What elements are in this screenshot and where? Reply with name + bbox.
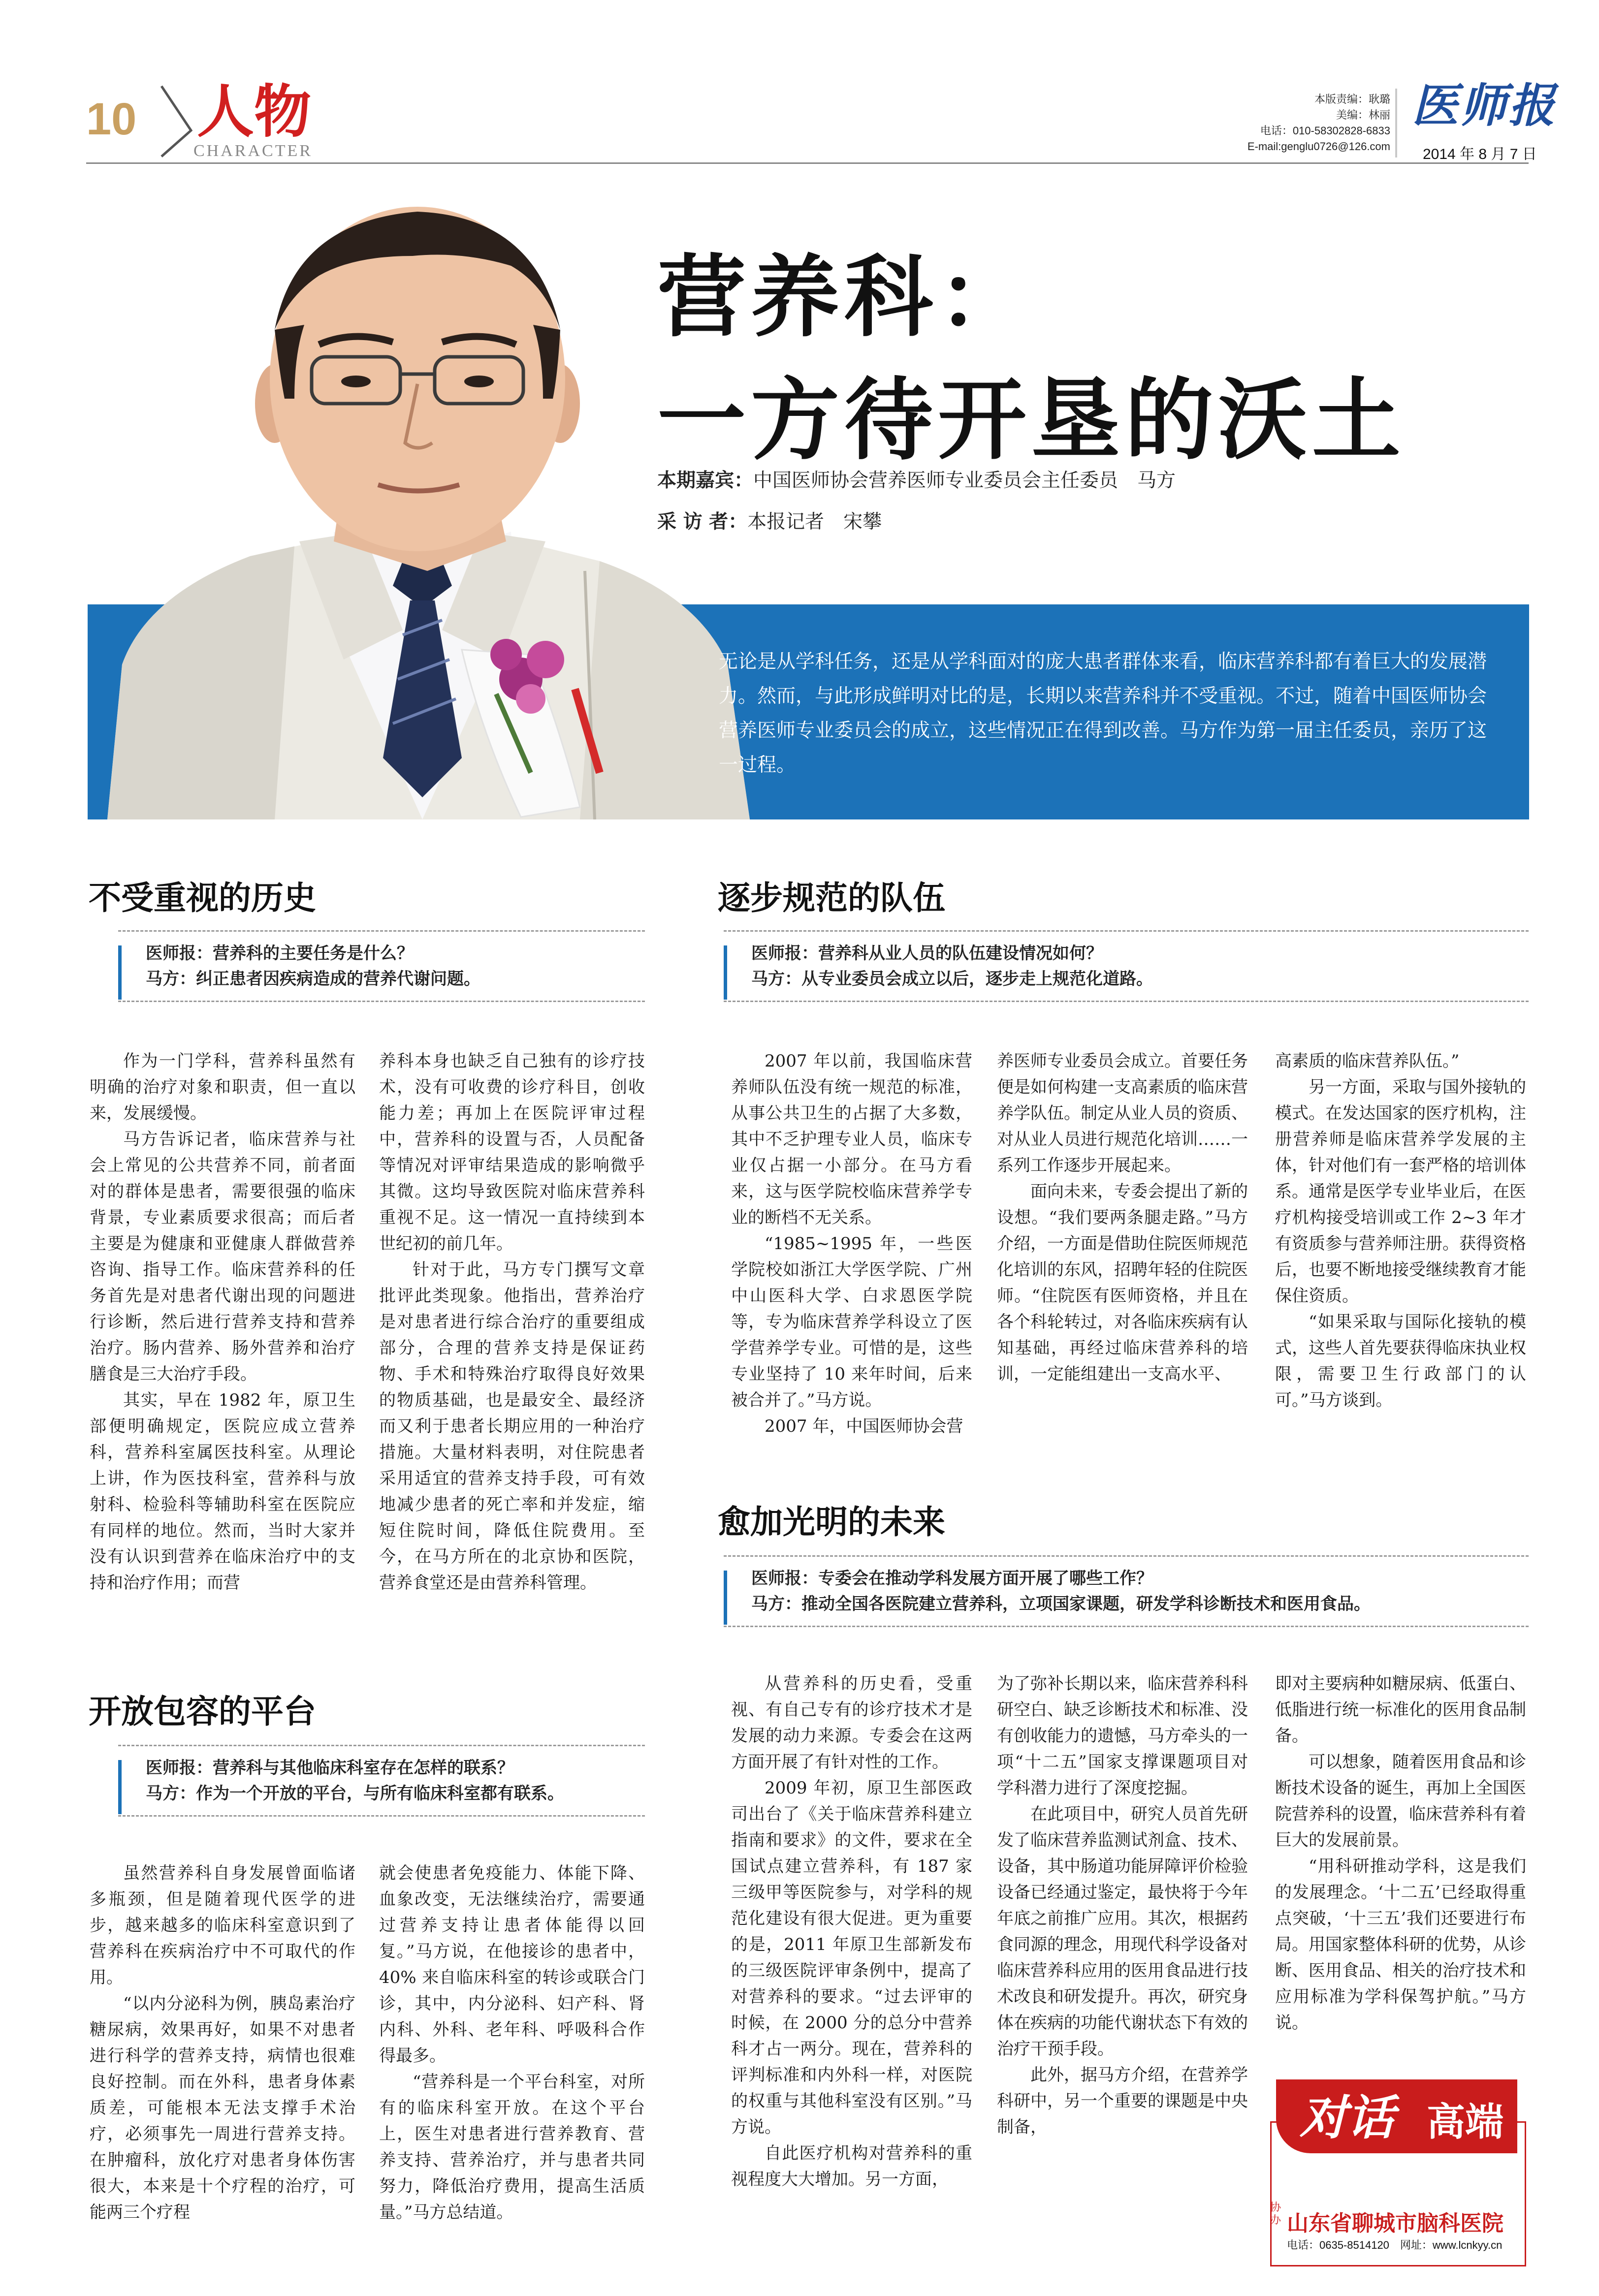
paragraph: 2007 年以前，我国临床营养师队伍没有统一规范的标准，从事公共卫生的占据了大多数，其中不乏护理专业人员，临床专业仅占据一小部分。在马方看来，这与医学院校临床营养学专业的断档不无关系。 <box>731 1051 972 1227</box>
section2-column1 <box>731 1048 972 1472</box>
section4-answer: 马方：作为一个开放的平台，与所有临床科室都有联系。 <box>146 1784 564 1803</box>
section1-heading: 不受重视的历史 <box>89 879 316 917</box>
interviewer-value: 本报记者 宋攀 <box>747 511 882 533</box>
ad-contact: 电话：0635-8514120 网址：www.lcnkyy.cn <box>1287 2239 1503 2251</box>
article-byline <box>657 460 1176 543</box>
article-title <box>657 236 1406 482</box>
section2-column2 <box>997 1048 1248 1472</box>
section4-question: 医师报：营养科与其他临床科室存在怎样的联系？ <box>146 1758 514 1778</box>
paragraph: 为了弥补长期以来，临床营养科科研空白、缺乏诊断技术和标准、没有创收能力的遗憾，马方牵头的一项“十二五”国家支撑课题项目对学科潜力进行了深度挖掘。 <box>997 1674 1248 1798</box>
section3-question: 医师报：专委会在推动学科发展方面开展了哪些工作？ <box>751 1569 1153 1588</box>
art-editor-line: 美编：林丽 <box>1336 109 1390 121</box>
paragraph: “1985~1995 年，一些医学院校如浙江大学医学院、广州中山医科大学、白求恩医学院等，专为临床营养学科设立了医学营养学专业。可惜的是，这些专业坚持了 10 来年时间，后来被合并了。”马方说。 <box>731 1234 972 1410</box>
paragraph: 养科本身也缺乏自己独有的诊疗技术，没有可收费的诊疗科目，创收能力差；再加上在医院评审过程中，营养科的设置与否，人员配备等情况对评审结果造成的影响微乎其微。这均导致医院对临床营养科重视不足。这一情况一直持续到本世纪初的前几年。 <box>379 1051 645 1254</box>
section1-qa <box>118 930 645 1002</box>
section4-heading: 开放包容的平台 <box>89 1693 316 1730</box>
paragraph: “如果采取与国际化接轨的模式，这些人首先要获得临床执业权限，需要卫生行政部门的认可。”马方谈到。 <box>1275 1312 1526 1410</box>
ad-title-right: 高端 <box>1427 2100 1504 2144</box>
editor-line: 本版责编：耿璐 <box>1314 93 1390 105</box>
paragraph: 即对主要病种如糖尿病、低蛋白、低脂进行统一标准化的医用食品制备。 <box>1275 1674 1526 1746</box>
section2-heading: 逐步规范的队伍 <box>718 879 945 917</box>
section3-answer: 马方：推动全国各医院建立营养科，立项国家课题，研发学科诊断技术和医用食品。 <box>751 1594 1371 1614</box>
section-title: 人物 <box>197 79 311 145</box>
guest-line <box>657 460 1176 502</box>
section-subtitle: CHARACTER <box>193 142 313 160</box>
paragraph: 可以想象，随着医用食品和诊断技术设备的诞生，再加上全国医院营养科的设置，临床营养科有着巨大的发展前景。 <box>1275 1752 1526 1850</box>
paragraph: 2009 年初，原卫生部医政司出台了《关于临床营养科建立指南和要求》的文件，要求在全国试点建立营养科，有 187 家三级甲等医院参与，对学科的规范化建设有很大促进。更为重要的是，2011 年原卫生部新发布的三级医院评审条例中，提高了对营养科的要求。“过去评审的时候，在 2000 分的总分中营养科才占一两分。现在，营养科的评判标准和内外科一样，对医院的权重与其他科室没有区别。”马方说。 <box>731 1778 972 2137</box>
paragraph: “以内分泌科为例，胰岛素治疗糖尿病，效果再好，如果不对患者进行科学的营养支持，病情也很难良好控制。而在外科，患者身体素质差，可能根本无法支撑手术治疗，必须事先一周进行营养支持。在肿瘤科，放化疗对患者身体伤害很大，本来是十个疗程的治疗，可能两三个疗程 <box>90 1994 355 2222</box>
paragraph: “用科研推动学科，这是我们的发展理念。‘十二五’已经取得重点突破，‘十三五’我们还要进行布局。用国家整体科研的优势，从诊断、医用食品、相关的治疗技术和应用标准为学科保驾护航。”马方说。 <box>1275 1856 1526 2033</box>
masthead-logo: 医师报 <box>1412 79 1557 133</box>
paragraph: 从营养科的历史看，受重视、有自己专有的诊疗技术才是发展的动力来源。专委会在这两方面开展了有针对性的工作。 <box>731 1674 972 1772</box>
section3-qa <box>724 1555 1529 1627</box>
section1-answer: 马方：纠正患者因疾病造成的营养代谢问题。 <box>146 969 480 989</box>
qa-accent-bar <box>118 945 122 1000</box>
paragraph: 针对于此，马方专门撰写文章批评此类现象。他指出，营养治疗是对患者进行综合治疗的重要组成部分，合理的营养支持是保证药物、手术和特殊治疗取得良好效果的物质基础，也是最安全、最经济而又利于患者长期应用的一种治疗措施。大量材料表明，对住院患者采用适宜的营养支持手段，可有效地减少患者的死亡率和并发症，缩短住院时间，降低住院费用。至今，在马方所在的北京协和医院，营养食堂还是由营养科管理。 <box>379 1260 645 1593</box>
paragraph: 此外，据马方介绍，在营养学科研中，另一个重要的课题是中央制备， <box>997 2065 1248 2137</box>
paragraph: 养医师专业委员会成立。首要任务便是如何构建一支高素质的临床营养学队伍。制定从业人员的资质、对从业人员进行规范化培训……一系列工作逐步开展起来。 <box>997 1051 1248 1175</box>
ad-hospital-name: 山东省聊城市脑科医院 <box>1287 2211 1503 2236</box>
paragraph: 作为一门学科，营养科虽然有明确的治疗对象和职责，但一直以来，发展缓慢。 <box>90 1051 355 1123</box>
paragraph: 马方告诉记者，临床营养与社会上常见的公共营养不同，前者面对的群体是患者，需要很强的临床背景，专业素质要求很高；而后者主要是为健康和亚健康人群做营养咨询、指导工作。临床营养科的任务首先是对患者代谢出现的问题进行诊断，然后进行营养支持和营养治疗。肠内营养、肠外营养和治疗膳食是三大治疗手段。 <box>90 1130 355 1384</box>
paragraph: “营养科是一个平台科室，对所有的临床科室开放。在这个平台上，医生对患者进行营养教育、营养支持、营养治疗，并与患者共同努力，降低治疗费用，提高生活质量。”马方总结道。 <box>379 2072 645 2222</box>
phone-line: 电话：010-58302828-6833 <box>1260 125 1390 137</box>
qa-accent-bar <box>118 1760 122 1814</box>
paragraph: 就会使患者免疫能力、体能下降、血象改变，无法继续治疗，需要通过营养支持让患者体能得以回复。”马方说，在他接诊的患者中，40% 来自临床科室的转诊或联合门诊，其中，内分泌科、妇产科、肾内科、外科、老年科、呼吸科合作得最多。 <box>379 1863 645 2066</box>
masthead-divider <box>1395 89 1397 157</box>
sponsor-ad <box>1270 2075 1526 2266</box>
paragraph: 其实，早在 1982 年，原卫生部便明确规定，医院应成立营养科，营养科室属医技科室。从理论上讲，作为医技科室，营养科与放射科、检验科等辅助科室在医院应有同样的地位。然而，当时大家并没有认识到营养在临床治疗中的支持和治疗作用；而营 <box>90 1390 355 1593</box>
section2-question: 医师报：营养科从业人员的队伍建设情况如何？ <box>751 944 1103 963</box>
guest-label: 本期嘉宾： <box>657 470 754 492</box>
ad-title-left: 对话 <box>1300 2090 1394 2145</box>
section4-column1 <box>90 1860 355 2259</box>
article-title-line1: 营养科： <box>657 246 1032 349</box>
paragraph: 虽然营养科自身发展曾面临诸多瓶颈，但是随着现代医学的进步，越来越多的临床科室意识到了营养科在疾病治疗中不可取代的作用。 <box>90 1863 355 1987</box>
chevron-divider-icon <box>157 84 196 157</box>
lead-paragraph: 无论是从学科任务，还是从学科面对的庞大患者群体来看，临床营养科都有着巨大的发展潜力。然而，与此形成鲜明对比的是，长期以来营养科并不受重视。不过，随着中国医师协会营养医师专业委员会的成立，这些情况正在得到改善。马方作为第一届主任委员，亲历了这一过程。 <box>719 651 1487 776</box>
editor-credits <box>1247 92 1390 155</box>
paragraph: 面向未来，专委会提出了新的设想。“我们要两条腿走路。”马方介绍，一方面是借助住院医师规范化培训的东风，招聘年轻的住院医师。“住院医有医师资格，并且在各个科轮转过，对各临床疾病有认知基础，再经过临床营养科的培训，一定能组建出一支高水平、 <box>997 1182 1248 1384</box>
paragraph: 高素质的临床营养队伍。” <box>1275 1051 1460 1071</box>
section3-heading: 愈加光明的未来 <box>718 1503 945 1541</box>
header-rule <box>86 162 1529 164</box>
paragraph: 另一方面，采取与国外接轨的模式。在发达国家的医疗机构，注册营养师是临床营养学发展的主体，针对他们有一套严格的培训体系。通常是医学专业毕业后，在医疗机构接受培训或工作 2~3 年才有资质参与营养师注册。获得资格后，也要不断地接受继续教育才能保住资质。 <box>1275 1077 1526 1306</box>
section1-column1 <box>90 1048 355 1619</box>
guest-value: 中国医师协会营养医师专业委员会主任委员 马方 <box>753 470 1176 492</box>
section1-column2 <box>379 1048 645 1619</box>
section4-column2 <box>379 1860 645 2259</box>
paragraph: 在此项目中，研究人员首先研发了临床营养监测试剂盒、技术、设备，其中肠道功能屏障评价检验设备已经通过鉴定，最快将于今年年底之前推广应用。其次，根据药食同源的理念，用现代科学设备对临床营养科应用的医用食品进行技术改良和研发提升。再次，研究身体在疾病的功能代谢状态下有效的治疗干预手段。 <box>997 1804 1248 2059</box>
section3-column2 <box>997 1671 1248 2257</box>
section2-qa <box>724 930 1529 1002</box>
article-title-line2: 一方待开垦的沃土 <box>657 369 1406 472</box>
section2-answer: 马方：从专业委员会成立以后，逐步走上规范化道路。 <box>751 969 1153 989</box>
paragraph: 2007 年，中国医师协会营 <box>765 1416 963 1436</box>
section3-column1 <box>731 1671 972 2257</box>
section3-column3 <box>1275 1671 1526 2065</box>
qa-accent-bar <box>724 945 727 1000</box>
email-line: E-mail:genglu0726@126.com <box>1247 140 1390 153</box>
interviewer-line <box>657 502 1176 543</box>
page-number: 10 <box>86 94 137 144</box>
interviewer-label: 采 访 者： <box>657 511 748 533</box>
section1-question: 医师报：营养科的主要任务是什么？ <box>146 944 414 963</box>
ad-cooperation-label: 协办 <box>1270 2202 1281 2227</box>
paragraph: 自此医疗机构对营养科的重视程度大大增加。另一方面， <box>731 2143 972 2189</box>
portrait-photo <box>88 167 752 819</box>
issue-date: 2014 年 8 月 7 日 <box>1423 146 1537 162</box>
section2-column3 <box>1275 1048 1526 1472</box>
qa-accent-bar <box>724 1571 727 1625</box>
section4-qa <box>118 1745 645 1817</box>
